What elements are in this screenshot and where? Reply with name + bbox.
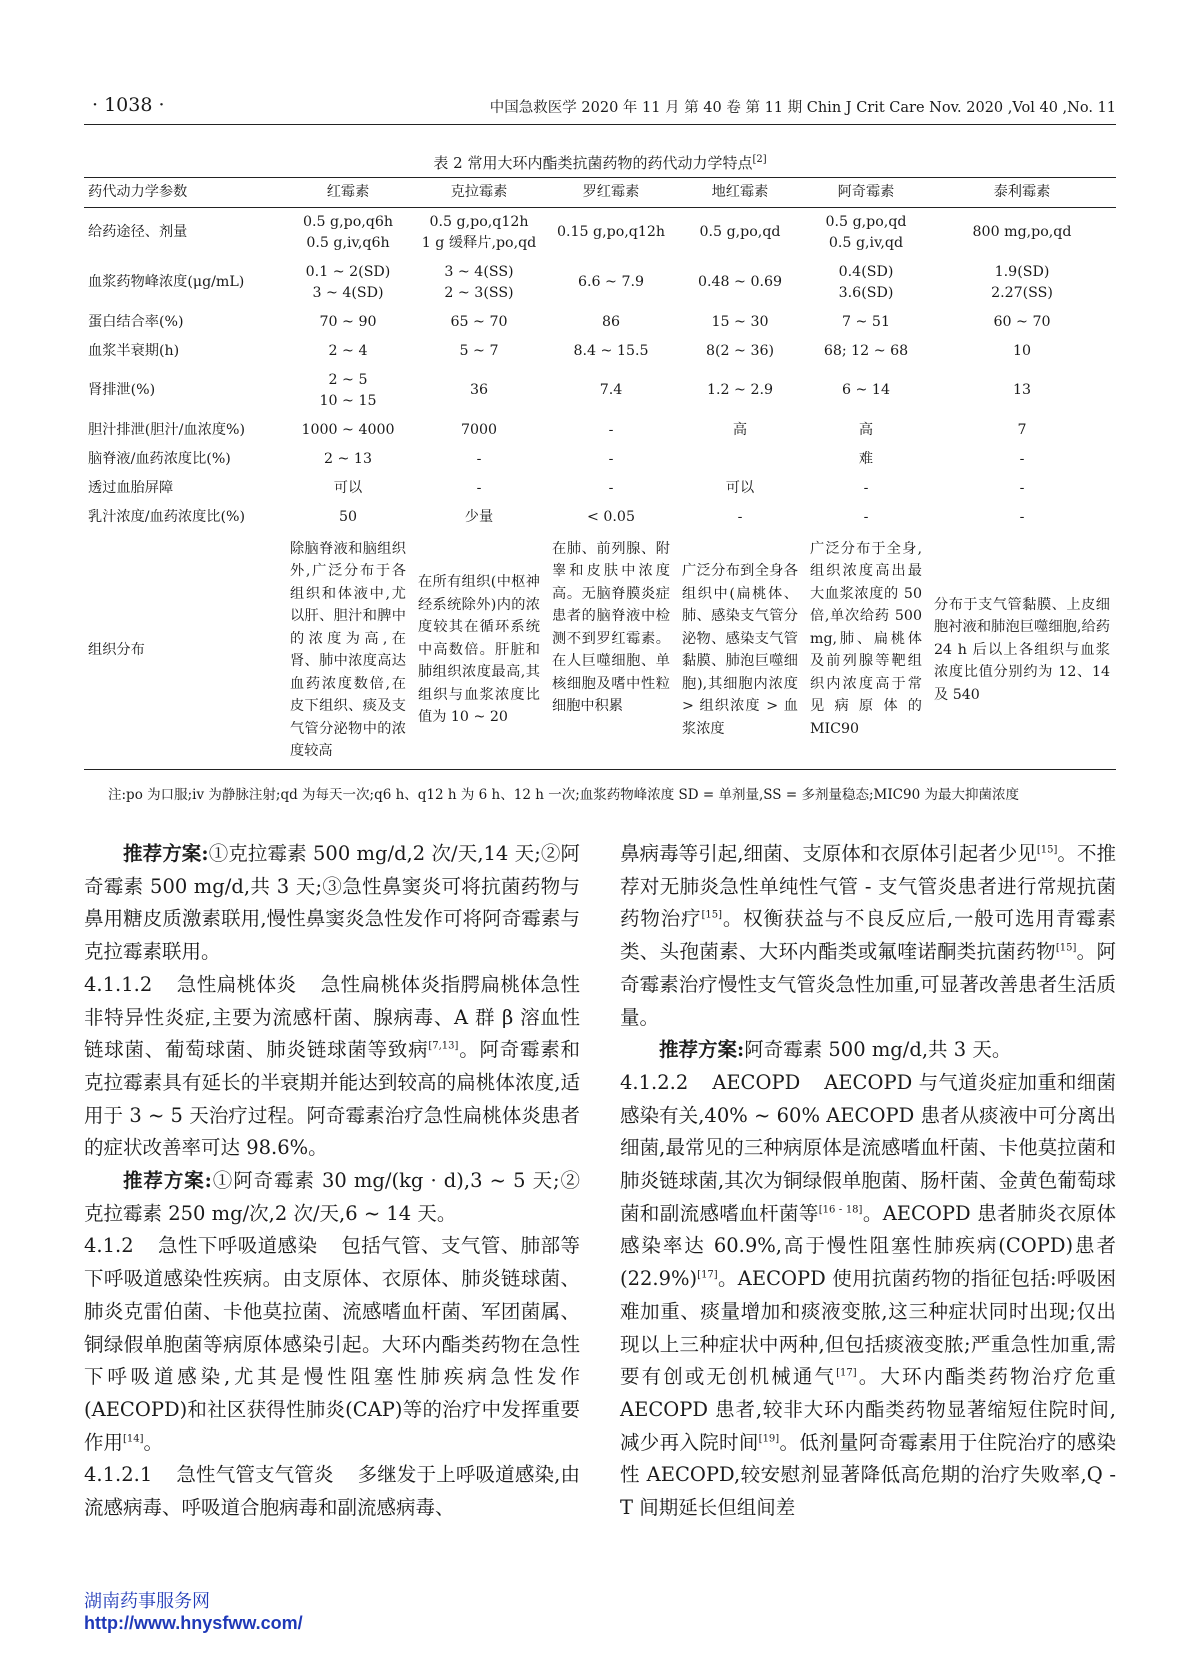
citation-ref: [15] (1055, 942, 1077, 954)
cell-line: 6 ~ 14 (842, 382, 890, 398)
row-label: 组织分布 (84, 532, 284, 770)
cell-line: 3.6(SD) (838, 284, 894, 301)
cell-line: - (1019, 450, 1025, 467)
table-header-row (84, 178, 1116, 208)
cell-line: 可以 (725, 479, 755, 496)
column-header-drug: 红霉素 (284, 178, 412, 208)
table-cell (804, 258, 928, 308)
cell-line: 2 ~ 13 (324, 450, 372, 467)
column-header-param: 药代动力学参数 (84, 178, 284, 208)
cell-line: 3 ~ 4(SD) (312, 284, 384, 301)
cell-line: 2 ~ 3(SS) (444, 284, 514, 301)
cell-line: - (863, 479, 869, 496)
cell-line: - (608, 421, 614, 438)
table-cell (546, 337, 676, 366)
table-cell (676, 258, 804, 308)
citation-ref: [17] (697, 1269, 718, 1281)
distribution-cell: 广泛分布于全身,组织浓度高出最大血浆浓度的 50 倍,单次给药 500 mg,肺、扁桃体及前列腺等靶组织内浓度高于常见病原体的 MIC90 (804, 532, 928, 770)
cell-line: 15 ~ 30 (711, 313, 769, 330)
paragraph-text: 。阿奇霉素治疗慢性支气管炎急性加重,可显著改善患者生活质量。 (620, 940, 1116, 1029)
table-row (84, 474, 1116, 503)
table-cell (284, 503, 412, 532)
cell-line: 800 mg,po,qd (972, 224, 1072, 241)
paragraph-text: AECOPD 与气道炎症加重和细菌感染有关,40% ~ 60% AECOPD 患者从痰液中可分离出细菌,最常见的三种病原体是流感嗜血杆菌、卡他莫拉菌和肺炎链球菌,其次为铜绿假单胞菌、肠杆菌、金黄色葡萄球菌和副流感嗜血杆菌等 (620, 1070, 1116, 1225)
paragraph-text: 。不推荐对无肺炎急性单纯性气管 - 支气管炎患者进行常规抗菌药物治疗 (620, 842, 1116, 931)
table-cell (928, 337, 1116, 366)
paragraph-text: 。低剂量阿奇霉素用于住院治疗的感染性 AECOPD,较安慰剂显著降低高危期的治疗失败率,Q - T 间期延长但组间差 (620, 1430, 1116, 1520)
cell-line: 10 ~ 15 (319, 392, 377, 409)
table-cell (928, 503, 1116, 532)
table-cell (804, 445, 928, 474)
cell-line: 5 ~ 7 (459, 342, 499, 359)
table-cell (546, 445, 676, 474)
citation-ref: [14] (123, 1433, 144, 1445)
table-cell (804, 308, 928, 337)
table-note: 注:po 为口服;iv 为静脉注射;qd 为每天一次;q6 h、q12 h 为 6 h、12 h 一次;血浆药物峰浓度 SD = 单剂量,SS = 多剂量稳态;MIC90 为最大抑菌浓度 (108, 787, 1019, 803)
cell-line: 1.2 ~ 2.9 (706, 382, 774, 398)
citation-ref: [16 - 18] (818, 1204, 863, 1216)
cell-line: 60 ~ 70 (993, 313, 1051, 330)
row-label: 蛋白结合率(%) (88, 313, 184, 330)
row-label: 血浆半衰期(h) (88, 342, 180, 359)
table-row (84, 208, 1116, 258)
section-paragraph (84, 1459, 580, 1524)
cell-line: 8.4 ~ 15.5 (573, 342, 649, 359)
table-row (84, 503, 1116, 532)
table-row (84, 366, 1116, 416)
footer-site-name: 湖南药事服务网 (84, 1591, 210, 1611)
citation-ref: [19] (758, 1433, 780, 1445)
section-paragraph (84, 969, 580, 1165)
cell-line: 36 (469, 382, 489, 398)
table-cell (546, 258, 676, 308)
citation-ref: [7,13] (428, 1040, 459, 1052)
recommendation-paragraph (84, 838, 580, 969)
table-cell (412, 337, 546, 366)
distribution-cell: 除脑脊液和脑组织外,广泛分布于各组织和体液中,尤以肝、胆汁和脾中的浓度为高,在肾、肺中浓度高达血药浓度数倍,在皮下组织、痰及支气管分泌物中的浓度较高 (284, 532, 412, 770)
distribution-cell: 分布于支气管黏膜、上皮细胞衬液和肺泡巨噬细胞,给药 24 h 后以上各组织与血浆浓度比值分别约为 12、14 及 540 (928, 532, 1116, 770)
table-cell (676, 337, 804, 366)
table-cell (284, 474, 412, 503)
section-title: AECOPD (712, 1070, 801, 1094)
table-cell (546, 308, 676, 337)
recommendation-label: 推荐方案: (123, 842, 209, 865)
column-header-drug: 阿奇霉素 (804, 178, 928, 208)
cell-line: 2.27(SS) (991, 284, 1053, 301)
column-header-drug: 泰利霉素 (928, 178, 1116, 208)
paragraph-text: 。大环内酯类药物治疗危重 AECOPD 患者,较非大环内酯类药物显著缩短住院时间,减少再入院时间 (620, 1365, 1116, 1454)
row-label: 胆汁排泄(胆汁/血浓度%) (88, 421, 246, 438)
table-cell (676, 308, 804, 337)
table-cell (928, 445, 1116, 474)
table-cell (804, 474, 928, 503)
table-row (84, 337, 1116, 366)
recommendation-paragraph (84, 1165, 580, 1230)
section-title: 急性气管支气管炎 (176, 1463, 334, 1487)
table-cell (284, 416, 412, 445)
table-cell (546, 474, 676, 503)
table-cell (284, 337, 412, 366)
table-cell (412, 474, 546, 503)
cell-line: - (476, 479, 482, 496)
cell-line: 0.4(SD) (838, 263, 894, 280)
table-cell (676, 474, 804, 503)
table-cell (676, 366, 804, 416)
section-number: 4.1.2 (84, 1234, 134, 1258)
cell-line: 0.48 ~ 0.69 (697, 274, 783, 290)
recommendation-label: 推荐方案: (123, 1169, 212, 1193)
table-cell (928, 208, 1116, 258)
cell-line: 68; 12 ~ 68 (823, 342, 909, 359)
table-cell (412, 503, 546, 532)
cell-line: 7 (1017, 421, 1027, 438)
cell-line: 7 ~ 51 (842, 313, 890, 330)
table-row (84, 416, 1116, 445)
distribution-cell: 在所有组织(中枢神经系统除外)内的浓度较其在循环系统中高数倍。肝脏和肺组织浓度最高,其组织与血浆浓度比值为 10 ~ 20 (412, 532, 546, 770)
recommendation-paragraph (620, 1034, 1116, 1067)
table-cell (804, 208, 928, 258)
row-label: 乳汁浓度/血药浓度比(%) (88, 508, 246, 525)
paragraph-text: 鼻病毒等引起,细菌、支原体和衣原体引起者少见 (620, 842, 1037, 865)
cell-line: 0.1 ~ 2(SD) (305, 263, 391, 280)
cell-line: 0.5 g,iv,qd (828, 234, 904, 251)
recommendation-label: 推荐方案: (659, 1038, 745, 1062)
table-cell (546, 366, 676, 416)
table-cell (928, 258, 1116, 308)
distribution-cell: 在肺、前列腺、附睾和皮肤中浓度高。无脑脊膜炎症患者的脑脊液中检测不到罗红霉素。在人巨噬细胞、单核细胞及嗜中性粒细胞中积累 (546, 532, 676, 770)
section-number: 4.1.2.1 (84, 1463, 153, 1487)
cell-line: - (1019, 479, 1025, 496)
table-cell (284, 258, 412, 308)
table-cell (412, 366, 546, 416)
cell-line: 3 ~ 4(SS) (444, 263, 514, 280)
paragraph-text: 阿奇霉素 500 mg/d,共 3 天。 (744, 1038, 1012, 1062)
cell-line: 0.15 g,po,q12h (556, 224, 666, 241)
cell-line: 2 ~ 4 (328, 342, 368, 359)
cell-line: - (863, 508, 869, 525)
citation-ref: [15] (1036, 844, 1058, 856)
footer-watermark (84, 1590, 303, 1634)
table-cell (284, 445, 412, 474)
table-row (84, 258, 1116, 308)
section-paragraph (620, 1067, 1116, 1525)
cell-line: 高 (732, 421, 748, 438)
row-label: 透过血胎屏障 (88, 479, 174, 496)
cell-line: 0.5 g,po,qd (825, 213, 907, 230)
section-title: 急性下呼吸道感染 (157, 1234, 318, 1258)
cell-line: - (737, 508, 743, 525)
cell-line: 8(2 ~ 36) (705, 342, 775, 359)
cell-line: 7.4 (599, 382, 623, 398)
table-caption-ref: [2] (752, 154, 767, 165)
table-cell (546, 503, 676, 532)
cell-line: 13 (1012, 382, 1032, 398)
row-label: 血浆药物峰浓度(μg/mL) (88, 274, 245, 290)
column-header-drug: 罗红霉素 (546, 178, 676, 208)
cell-line: 高 (858, 421, 874, 438)
cell-line: 6.6 ~ 7.9 (577, 274, 645, 290)
table-cell (412, 445, 546, 474)
table-row (84, 308, 1116, 337)
table-row (84, 445, 1116, 474)
row-label: 脑脊液/血药浓度比(%) (88, 450, 231, 467)
section-paragraph (84, 1230, 580, 1459)
journal-info: 中国急救医学 2020 年 11 月 第 40 卷 第 11 期 Chin J Crit Care Nov. 2020 ,Vol 40 ,No. 11 (489, 100, 1116, 116)
table-cell (804, 416, 928, 445)
cell-line: - (608, 479, 614, 496)
citation-ref: [15] (701, 909, 722, 921)
table-caption (84, 152, 1116, 173)
footer-url[interactable]: http://www.hnysfww.com/ (84, 1613, 303, 1633)
cell-line: - (1019, 508, 1025, 525)
cell-line: 10 (1012, 342, 1032, 359)
right-column (620, 838, 1116, 1525)
paragraph-text: 。阿奇霉素和克拉霉素具有延长的半衰期并能达到较高的扁桃体浓度,适用于 3 ~ 5 天治疗过程。阿奇霉素治疗急性扁桃体炎患者的症状改善率可达 98.6%。 (84, 1038, 580, 1160)
paragraph-text: 。AECOPD 患者肺炎衣原体感染率达 60.9%,高于慢性阻塞性肺疾病(COPD)患者(22.9%) (620, 1201, 1116, 1291)
table-cell (928, 366, 1116, 416)
table-cell (412, 308, 546, 337)
cell-line: 1.9(SD) (994, 263, 1050, 280)
table-cell (676, 208, 804, 258)
section-number: 4.1.1.2 (84, 972, 153, 996)
cell-line: 50 (338, 508, 358, 525)
table-cell (412, 258, 546, 308)
table-cell (412, 208, 546, 258)
cell-line: 65 ~ 70 (450, 313, 508, 330)
cell-line: 1 g 缓释片,po,qd (421, 234, 537, 251)
table-cell (676, 445, 804, 474)
cell-line: 86 (601, 313, 621, 330)
left-column (84, 838, 580, 1525)
column-header-drug: 克拉霉素 (412, 178, 546, 208)
paragraph-text: 。AECOPD 使用抗菌药物的指征包括:呼吸困难加重、痰量增加和痰液变脓,这三种症状同时出现;仅出现以上三种症状中两种,但包括痰液变脓;严重急性加重,需要有创或无创机械通气 (620, 1267, 1116, 1389)
section-number: 4.1.2.2 (620, 1070, 689, 1094)
paragraph-text: 多继发于上呼吸道感染,由流感病毒、呼吸道合胞病毒和副流感病毒、 (84, 1463, 580, 1520)
cell-line: 0.5 g,po,q12h (429, 213, 529, 230)
table-cell (412, 416, 546, 445)
paragraph-text: 急性扁桃体炎指腭扁桃体急性非特异性炎症,主要为流感杆菌、腺病毒、A 群 β 溶血性链球菌、葡萄球菌、肺炎链球菌等致病 (84, 972, 580, 1062)
row-label: 给药途径、剂量 (88, 224, 188, 241)
cell-line: 0.5 g,po,qd (699, 224, 781, 241)
cell-line: 70 ~ 90 (319, 313, 377, 330)
section-title: 急性扁桃体炎 (176, 972, 297, 996)
cell-line: 7000 (460, 421, 498, 438)
table-cell (676, 416, 804, 445)
table-cell (284, 208, 412, 258)
table-cell (284, 308, 412, 337)
table-row-distribution (84, 532, 1116, 770)
table-cell (928, 308, 1116, 337)
table-cell (804, 337, 928, 366)
paragraph-text: 包括气管、支气管、肺部等下呼吸道感染性疾病。由支原体、衣原体、肺炎链球菌、肺炎克雷伯菌、卡他莫拉菌、流感嗜血杆菌、军团菌属、铜绿假单胞菌等病原体感染引起。大环内酯类药物在急性下呼吸道感染,尤其是慢性阻塞性肺疾病急性发作(AECOPD)和社区获得性肺炎(CAP)等的治疗中发挥重要作用 (84, 1234, 580, 1454)
column-header-drug: 地红霉素 (676, 178, 804, 208)
table-cell (804, 366, 928, 416)
cell-line: 2 ~ 5 (328, 371, 368, 388)
table-cell (546, 208, 676, 258)
row-label: 肾排泄(%) (88, 382, 156, 398)
cell-line: 可以 (333, 479, 363, 496)
table-cell (928, 474, 1116, 503)
table-cell (928, 416, 1116, 445)
page-header (84, 94, 1116, 125)
table-cell (676, 503, 804, 532)
table-caption-text: 表 2 常用大环内酯类抗菌药物的药代动力学特点 (433, 154, 753, 172)
cell-line: - (476, 450, 482, 467)
cell-line: < 0.05 (587, 508, 635, 525)
cell-line: 0.5 g,po,q6h (302, 213, 394, 230)
distribution-cell: 广泛分布到全身各组织中(扁桃体、肺、感染支气管分泌物、感染支气管黏膜、肺泡巨噬细胞),其细胞内浓度 > 组织浓度 > 血浆浓度 (676, 532, 804, 770)
paragraph-text: ①克拉霉素 500 mg/d,2 次/天,14 天;②阿奇霉素 500 mg/d,共 3 天;③急性鼻窦炎可将抗菌药物与鼻用糖皮质激素联用,慢性鼻窦炎急性发作可将阿奇霉素与克拉霉素联用。 (84, 842, 581, 964)
cell-line: 少量 (464, 508, 494, 525)
cell-line: - (608, 450, 614, 467)
paragraph-text: ①阿奇霉素 30 mg/(kg · d),3 ~ 5 天;②克拉霉素 250 mg/次,2 次/天,6 ~ 14 天。 (84, 1169, 580, 1225)
table-cell (546, 416, 676, 445)
cell-line: 难 (858, 450, 874, 467)
table-cell (284, 366, 412, 416)
pharmacokinetics-table (84, 177, 1116, 770)
cell-line: 0.5 g,iv,q6h (306, 234, 390, 251)
continued-paragraph (620, 838, 1116, 1034)
citation-ref: [17] (836, 1367, 857, 1379)
paragraph-text: 。 (143, 1430, 164, 1454)
table-cell (804, 503, 928, 532)
paragraph-text: 。权衡获益与不良反应后,一般可选用青霉素类、头孢菌素、大环内酯类或氟喹诺酮类抗菌药物 (620, 907, 1116, 964)
cell-line: 1000 ~ 4000 (301, 421, 395, 438)
page-number: · 1038 · (92, 94, 165, 116)
